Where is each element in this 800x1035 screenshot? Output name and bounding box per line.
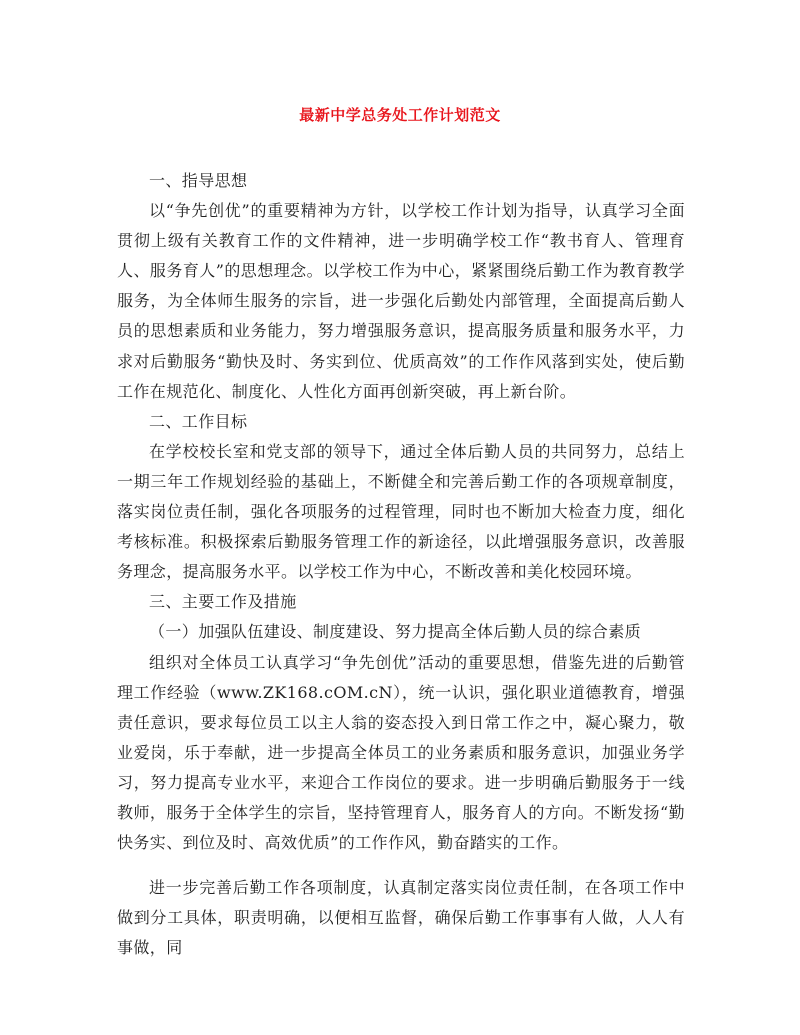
document-body bbox=[117, 166, 685, 963]
paragraph-system-improvement: 进一步完善后勤工作各项制度，认真制定落实岗位责任制，在各项工作中做到分工具体，职责明确，以便相互监督，确保后勤工作事事有人做，人人有事做，同 bbox=[117, 878, 685, 958]
paragraph-guiding-thought: 以“争先创优”的重要精神为方针，以学校工作计划为指导，认真学习全面贯彻上级有关教育工作的文件精神，进一步明确学校工作“教书育人、管理育人、服务育人”的思想理念。以学校工作为中心，紧紧围绕后勤工作为教育教学服务，为全体师生服务的宗旨，进一步强化后勤处内部管理，全面提高后勤人员的思想素质和业务能力，努力增强服务意识，提高服务质量和服务水平，力求对后勤服务“勤快及时、务实到位、优质高效”的工作作风落到实处，使后勤工作在规范化、制度化、人性化方面再创新突破，再上新台阶。 bbox=[117, 201, 685, 401]
section-heading-main-work: 三、主要工作及措施 bbox=[149, 592, 297, 612]
document-title: 最新中学总务处工作计划范文 bbox=[299, 106, 501, 124]
section-heading-guiding-thought: 一、指导思想 bbox=[149, 171, 248, 190]
paragraph-team-building: 组织对全体员工认真学习“争先创优”活动的重要思想，借鉴先进的后勤管理工作经验（www.ZK168.cOM.cN），统一认识，强化职业道德教育，增强责任意识，要求每位员工以主人翁的姿态投入到日常工作之中，凝心聚力，敬业爱岗，乐于奉献，进一步提高全体员工的业务素质和服务意识，加强业务学习，努力提高专业水平，来迎合工作岗位的要求。进一步明确后勤服务于一线教师，服务于全体学生的宗旨，坚持管理育人，服务育人的方向。不断发扬“勤快务实、到位及时、高效优质”的工作作风，勤奋踏实的工作。 bbox=[117, 652, 685, 853]
subsection-heading-team-building: （一）加强队伍建设、制度建设、努力提高全体后勤人员的综合素质 bbox=[149, 622, 642, 642]
paragraph-work-goals: 在学校校长室和党支部的领导下，通过全体后勤人员的共同努力，总结上一期三年工作规划经验的基础上，不断健全和完善后勤工作的各项规章制度，落实岗位责任制，强化各项服务的过程管理，同时也不断加大检查力度，细化考核标准。积极探索后勤服务管理工作的新途径，以此增强服务意识，改善服务理念，提高服务水平。以学校工作为中心，不断改善和美化校园环境。 bbox=[117, 441, 685, 582]
section-heading-work-goals: 二、工作目标 bbox=[149, 411, 248, 431]
